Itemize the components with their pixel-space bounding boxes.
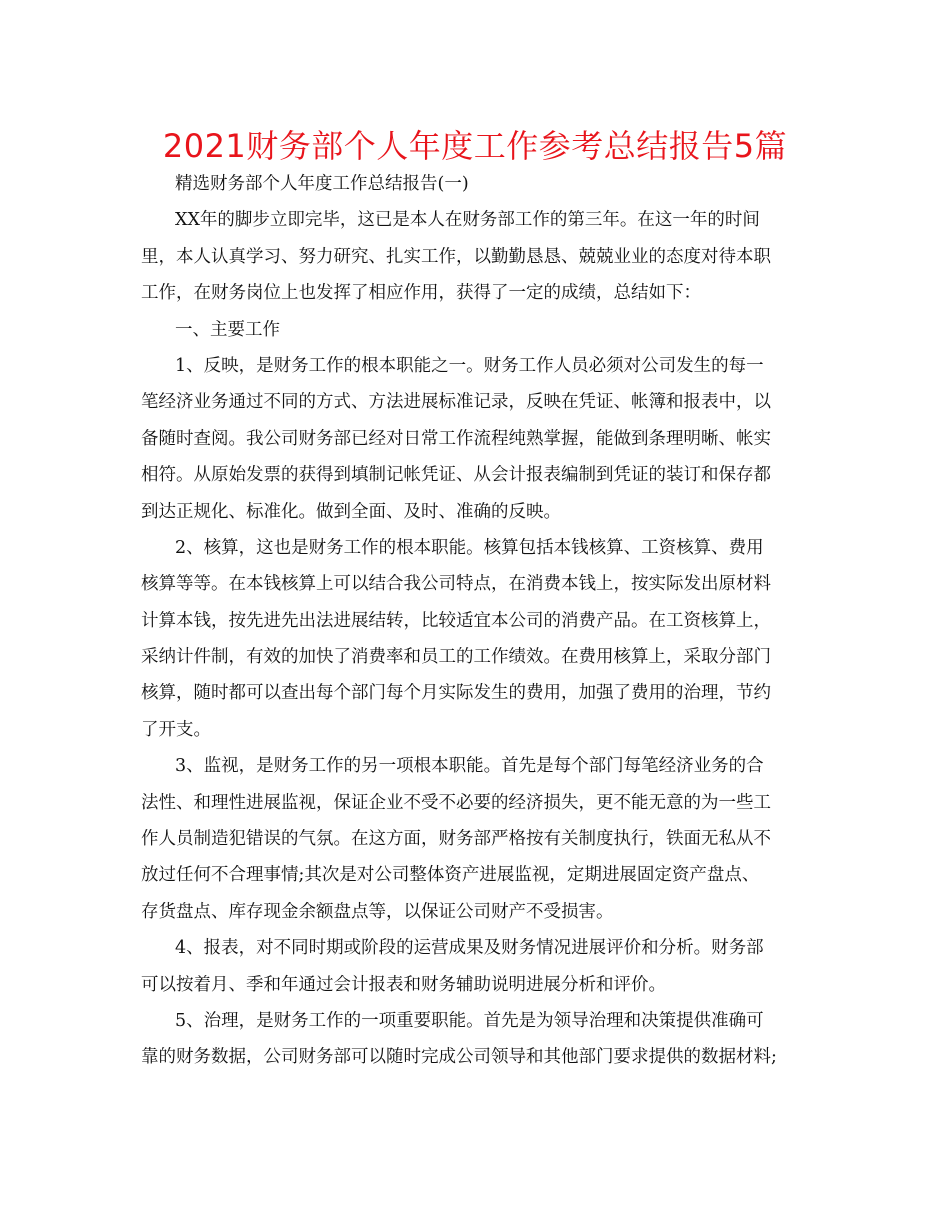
text-line: 存货盘点、库存现金余额盘点等，以保证公司财产不受损害。 (141, 901, 614, 922)
text-line: 了开支。 (141, 719, 211, 740)
text-line: 法性、和理性进展监视，保证企业不受不必要的经济损失，更不能无意的为一些工 (141, 792, 771, 813)
text-line: 核算等等。在本钱核算上可以结合我公司特点，在消费本钱上，按实际发出原材料 (141, 574, 771, 595)
text-line: 3、监视，是财务工作的另一项根本职能。首先是每个部门每笔经济业务的合 (175, 756, 764, 777)
text-line: 相符。从原始发票的获得到填制记帐凭证、从会计报表编制到凭证的装订和保存都 (141, 465, 771, 486)
text-line: 5、治理，是财务工作的一项重要职能。首先是为领导治理和决策提供准确可 (175, 1010, 764, 1031)
text-line: 放过任何不合理事情;其次是对公司整体资产进展监视，定期进展固定资产盘点、 (141, 865, 760, 886)
document-title: 2021财务部个人年度工作参考总结报告5篇 (162, 127, 788, 165)
text-line: 1、反映，是财务工作的根本职能之一。财务工作人员必须对公司发生的每一 (175, 355, 764, 376)
text-line: 备随时查阅。我公司财务部已经对日常工作流程纯熟掌握，能做到条理明晰、帐实 (141, 428, 771, 449)
text-line: 笔经济业务通过不同的方式、方法进展标准记录，反映在凭证、帐簿和报表中，以 (141, 392, 771, 413)
text-line: 作人员制造犯错误的气氛。在这方面，财务部严格按有关制度执行，铁面无私从不 (141, 829, 771, 850)
text-line: 工作，在财务岗位上也发挥了相应作用，获得了一定的成绩，总结如下： (141, 283, 701, 304)
text-line: 4、报表，对不同时期或阶段的运营成果及财务情况进展评价和分析。财务部 (175, 938, 764, 959)
document-body (141, 166, 821, 1076)
text-line: XX年的脚步立即完毕，这已是本人在财务部工作的第三年。在这一年的时间 (175, 210, 760, 231)
text-line: 可以按着月、季和年通过会计报表和财务辅助说明进展分析和评价。 (141, 974, 666, 995)
text-line: 采纳计件制，有效的加快了消费率和员工的工作绩效。在费用核算上，采取分部门 (141, 647, 771, 668)
text-line: 精选财务部个人年度工作总结报告(一) (175, 174, 469, 194)
text-line: 靠的财务数据，公司财务部可以随时完成公司领导和其他部门要求提供的数据材料; (141, 1047, 777, 1068)
text-line: 核算，随时都可以查出每个部门每个月实际发生的费用，加强了费用的治理，节约 (141, 683, 771, 704)
text-line: 2、核算，这也是财务工作的根本职能。核算包括本钱核算、工资核算、费用 (175, 537, 764, 558)
text-line: 一、主要工作 (175, 319, 280, 340)
text-line: 到达正规化、标准化。做到全面、及时、准确的反映。 (141, 501, 561, 522)
text-line: 计算本钱，按先进先出法进展结转，比较适宜本公司的消费产品。在工资核算上， (141, 610, 771, 631)
text-line: 里，本人认真学习、努力研究、扎实工作，以勤勤恳恳、兢兢业业的态度对待本职 (141, 246, 771, 267)
